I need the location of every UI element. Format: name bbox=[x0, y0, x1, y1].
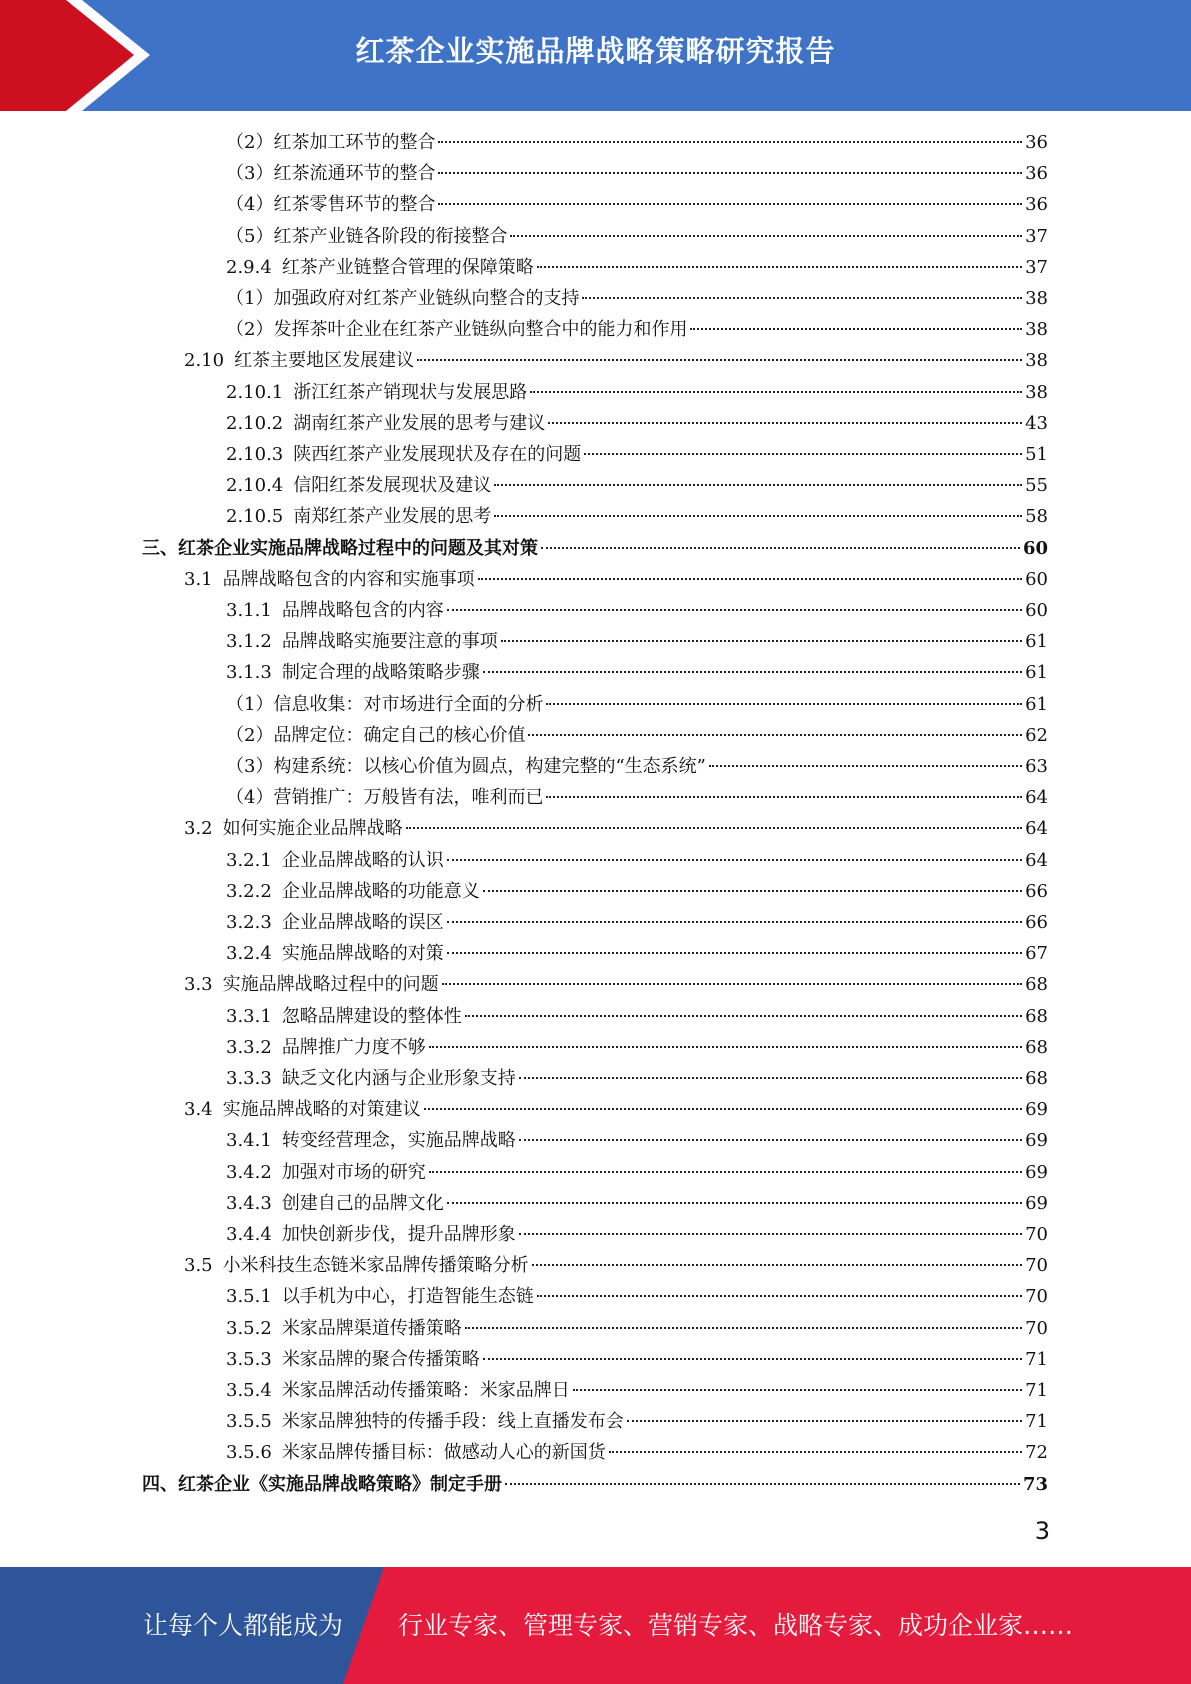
toc-dot-leader bbox=[406, 827, 1022, 829]
toc-entry-number: 3.3.2 bbox=[226, 1037, 272, 1058]
toc-dot-leader bbox=[548, 422, 1022, 424]
toc-entry-title: 红茶产业链整合管理的保障策略 bbox=[281, 257, 534, 278]
toc-entry-number: 3.4.2 bbox=[226, 1162, 272, 1183]
toc-entry bbox=[226, 221, 1048, 252]
toc-entry-title: 红茶流通环节的整合 bbox=[273, 163, 436, 184]
toc-entry-page: 68 bbox=[1025, 1006, 1048, 1027]
toc-entry-number: 3.2.2 bbox=[226, 881, 272, 902]
toc-entry-number: （4） bbox=[226, 787, 274, 808]
toc-entry-page: 67 bbox=[1025, 943, 1048, 964]
toc-entry-page: 69 bbox=[1025, 1099, 1048, 1120]
toc-entry-title: 品牌战略包含的内容和实施事项 bbox=[222, 569, 475, 590]
toc-entry-title: 红茶产业链各阶段的衔接整合 bbox=[273, 226, 508, 247]
toc-entry-title: 红茶零售环节的整合 bbox=[273, 194, 436, 215]
toc-dot-leader bbox=[465, 1015, 1022, 1017]
toc-entry-number: （2） bbox=[226, 132, 274, 153]
toc-dot-leader bbox=[424, 1108, 1022, 1110]
toc-entry-title: 四、红茶企业《实施品牌战略策略》制定手册 bbox=[142, 1474, 502, 1495]
toc-entry bbox=[226, 439, 1048, 470]
toc-entry-number: 2.10.1 bbox=[226, 382, 284, 403]
toc-entry-page: 61 bbox=[1025, 694, 1048, 715]
toc-dot-leader bbox=[442, 983, 1022, 985]
toc-entry bbox=[226, 1219, 1048, 1250]
toc-entry bbox=[226, 470, 1048, 501]
toc-dot-leader bbox=[532, 1264, 1022, 1266]
toc-entry-number: 3.5.1 bbox=[226, 1286, 272, 1307]
toc-dot-leader bbox=[519, 1233, 1022, 1235]
toc-entry bbox=[142, 1469, 1048, 1500]
toc-entry-title: 转变经营理念，实施品牌战略 bbox=[281, 1130, 516, 1151]
toc-entry-page: 61 bbox=[1025, 631, 1048, 652]
toc-entry-page: 60 bbox=[1025, 600, 1048, 621]
toc-entry bbox=[226, 408, 1048, 439]
toc-entry bbox=[184, 1250, 1048, 1281]
toc-dot-leader bbox=[447, 952, 1022, 954]
toc-entry-title: 发挥茶叶企业在红茶产业链纵向整合中的能力和作用 bbox=[273, 319, 688, 340]
toc-entry-page: 37 bbox=[1025, 257, 1048, 278]
toc-dot-leader bbox=[528, 734, 1022, 736]
toc-entry-title: 红茶主要地区发展建议 bbox=[234, 350, 415, 371]
toc-entry-number: 3.3 bbox=[184, 974, 213, 995]
toc-entry bbox=[226, 189, 1048, 220]
toc-entry-title: 红茶加工环节的整合 bbox=[273, 132, 436, 153]
toc-entry-page: 72 bbox=[1025, 1442, 1048, 1463]
toc-dot-leader bbox=[438, 141, 1022, 143]
toc-entry-page: 71 bbox=[1025, 1349, 1048, 1370]
toc-entry-page: 68 bbox=[1025, 1037, 1048, 1058]
toc-entry-page: 61 bbox=[1025, 662, 1048, 683]
toc-entry-number: （2） bbox=[226, 319, 274, 340]
toc-entry-page: 66 bbox=[1025, 912, 1048, 933]
toc-entry bbox=[226, 782, 1048, 813]
toc-entry-title: 浙江红茶产销现状与发展思路 bbox=[293, 382, 528, 403]
toc-entry-page: 64 bbox=[1025, 850, 1048, 871]
toc-dot-leader bbox=[584, 453, 1022, 455]
toc-entry bbox=[226, 751, 1048, 782]
toc-dot-leader bbox=[609, 1451, 1022, 1453]
toc-entry-number: （1） bbox=[226, 694, 274, 715]
toc-entry-number: （5） bbox=[226, 226, 274, 247]
toc-entry-page: 60 bbox=[1025, 569, 1048, 590]
toc-entry-title: 企业品牌战略的误区 bbox=[281, 912, 444, 933]
toc-entry-title: 创建自己的品牌文化 bbox=[281, 1193, 444, 1214]
toc-entry bbox=[226, 314, 1048, 345]
toc-entry bbox=[226, 1188, 1048, 1219]
toc-dot-leader bbox=[537, 1295, 1022, 1297]
toc-entry-title: 米家品牌活动传播策略：米家品牌日 bbox=[281, 1380, 570, 1401]
toc-dot-leader bbox=[483, 890, 1022, 892]
toc-entry-number: 3.4 bbox=[184, 1099, 213, 1120]
toc-entry-number: 3.1 bbox=[184, 569, 213, 590]
toc-entry-title: 以手机为中心，打造智能生态链 bbox=[281, 1286, 534, 1307]
toc-entry-number: （2） bbox=[226, 725, 274, 746]
toc-entry bbox=[226, 158, 1048, 189]
toc-dot-leader bbox=[627, 1420, 1022, 1422]
toc-entry-title: 三、红茶企业实施品牌战略过程中的问题及其对策 bbox=[142, 538, 538, 559]
toc-dot-leader bbox=[478, 578, 1022, 580]
toc-entry bbox=[226, 938, 1048, 969]
toc-entry-title: 企业品牌战略的认识 bbox=[281, 850, 444, 871]
footer-slogan-right: 行业专家、管理专家、营销专家、战略专家、成功企业家…… bbox=[398, 1611, 1074, 1640]
toc-entry-number: 3.3.3 bbox=[226, 1068, 272, 1089]
toc-entry-title: 如何实施企业品牌战略 bbox=[222, 818, 403, 839]
toc-entry bbox=[226, 1281, 1048, 1312]
toc-dot-leader bbox=[537, 266, 1022, 268]
toc-entry-number: 3.2.1 bbox=[226, 850, 272, 871]
toc-entry-number: 3.4.4 bbox=[226, 1224, 272, 1245]
toc-entry-number: 3.5.4 bbox=[226, 1380, 272, 1401]
toc-dot-leader bbox=[541, 547, 1020, 549]
toc-entry-title: 实施品牌战略的对策建议 bbox=[222, 1099, 421, 1120]
toc-entry-title: 品牌推广力度不够 bbox=[281, 1037, 426, 1058]
toc-dot-leader bbox=[465, 1327, 1022, 1329]
toc-entry bbox=[226, 377, 1048, 408]
toc-entry bbox=[184, 969, 1048, 1000]
toc-entry-number: （3） bbox=[226, 163, 274, 184]
toc-entry bbox=[226, 657, 1048, 688]
toc-entry-title: 品牌战略实施要注意的事项 bbox=[281, 631, 498, 652]
toc-entry-page: 70 bbox=[1025, 1224, 1048, 1245]
toc-entry bbox=[226, 845, 1048, 876]
toc-entry-number: 3.5.3 bbox=[226, 1349, 272, 1370]
toc-entry-title: 忽略品牌建设的整体性 bbox=[281, 1006, 462, 1027]
toc-entry bbox=[226, 907, 1048, 938]
toc-entry-page: 36 bbox=[1025, 132, 1048, 153]
toc-entry-title: 南郑红茶产业发展的思考 bbox=[293, 506, 492, 527]
toc-entry bbox=[142, 533, 1048, 564]
toc-entry-page: 69 bbox=[1025, 1130, 1048, 1151]
toc-entry-title: 米家品牌的聚合传播策略 bbox=[281, 1349, 480, 1370]
toc-entry bbox=[226, 1063, 1048, 1094]
toc-entry-page: 70 bbox=[1025, 1286, 1048, 1307]
toc-entry-title: 营销推广：万般皆有法，唯利而已 bbox=[273, 787, 544, 808]
toc-dot-leader bbox=[519, 1077, 1022, 1079]
toc-entry-number: 3.5 bbox=[184, 1255, 213, 1276]
toc-entry-number: 2.9.4 bbox=[226, 257, 272, 278]
toc-entry-page: 68 bbox=[1025, 974, 1048, 995]
toc-entry bbox=[226, 1157, 1048, 1188]
toc-dot-leader bbox=[447, 609, 1022, 611]
toc-dot-leader bbox=[690, 328, 1022, 330]
toc-entry-page: 64 bbox=[1025, 787, 1048, 808]
toc-entry-title: 小米科技生态链米家品牌传播策略分析 bbox=[222, 1255, 529, 1276]
toc-entry-title: 实施品牌战略的对策 bbox=[281, 943, 444, 964]
toc-entry bbox=[226, 127, 1048, 158]
toc-entry-page: 36 bbox=[1025, 194, 1048, 215]
toc-entry-number: 3.5.6 bbox=[226, 1442, 272, 1463]
page-footer bbox=[0, 1567, 1191, 1684]
toc-entry-page: 60 bbox=[1022, 538, 1048, 559]
toc-entry-number: 3.1.3 bbox=[226, 662, 272, 683]
toc-entry-title: 制定合理的战略策略步骤 bbox=[281, 662, 480, 683]
toc-entry-title: 缺乏文化内涵与企业形象支持 bbox=[281, 1068, 516, 1089]
toc-entry bbox=[226, 720, 1048, 751]
toc-dot-leader bbox=[438, 172, 1022, 174]
toc-entry-page: 69 bbox=[1025, 1162, 1048, 1183]
toc-entry bbox=[226, 1125, 1048, 1156]
toc-entry-title: 加强对市场的研究 bbox=[281, 1162, 426, 1183]
toc-entry bbox=[184, 564, 1048, 595]
toc-entry-page: 37 bbox=[1025, 226, 1048, 247]
toc-entry-page: 70 bbox=[1025, 1318, 1048, 1339]
toc-dot-leader bbox=[709, 765, 1022, 767]
toc-dot-leader bbox=[505, 1483, 1020, 1485]
toc-entry-title: 加快创新步伐，提升品牌形象 bbox=[281, 1224, 516, 1245]
toc-entry bbox=[184, 813, 1048, 844]
toc-entry-title: 品牌战略包含的内容 bbox=[281, 600, 444, 621]
toc-entry-number: 3.2.4 bbox=[226, 943, 272, 964]
toc-entry-number: 3.1.1 bbox=[226, 600, 272, 621]
toc-dot-leader bbox=[438, 203, 1022, 205]
toc-entry-title: 陕西红茶产业发展现状及存在的问题 bbox=[293, 444, 582, 465]
toc-entry bbox=[226, 626, 1048, 657]
toc-dot-leader bbox=[510, 235, 1022, 237]
toc-entry-page: 38 bbox=[1025, 319, 1048, 340]
toc-dot-leader bbox=[417, 359, 1022, 361]
toc-entry bbox=[226, 1437, 1048, 1468]
page-number: 3 bbox=[1034, 1517, 1050, 1545]
toc-dot-leader bbox=[501, 640, 1022, 642]
toc-entry-page: 51 bbox=[1025, 444, 1048, 465]
toc-dot-leader bbox=[546, 796, 1022, 798]
toc-entry bbox=[226, 1032, 1048, 1063]
toc-entry-page: 43 bbox=[1025, 413, 1048, 434]
toc-dot-leader bbox=[429, 1171, 1022, 1173]
toc-dot-leader bbox=[483, 1358, 1022, 1360]
toc-entry-number: 2.10.5 bbox=[226, 506, 284, 527]
toc-entry-number: 3.3.1 bbox=[226, 1006, 272, 1027]
toc-entry-page: 68 bbox=[1025, 1068, 1048, 1089]
toc-entry-number: 3.2.3 bbox=[226, 912, 272, 933]
toc-entry bbox=[226, 876, 1048, 907]
toc-entry-number: 2.10.3 bbox=[226, 444, 284, 465]
toc-entry bbox=[226, 1375, 1048, 1406]
toc-entry-title: 实施品牌战略过程中的问题 bbox=[222, 974, 439, 995]
toc-entry-number: （3） bbox=[226, 756, 274, 777]
toc-entry-number: 2.10 bbox=[184, 350, 225, 371]
toc-entry bbox=[226, 252, 1048, 283]
toc-entry-page: 38 bbox=[1025, 350, 1048, 371]
toc-entry-page: 58 bbox=[1025, 506, 1048, 527]
toc-entry-title: 企业品牌战略的功能意义 bbox=[281, 881, 480, 902]
toc-entry-title: 品牌定位：确定自己的核心价值 bbox=[273, 725, 526, 746]
toc-entry bbox=[226, 1001, 1048, 1032]
toc-entry-page: 70 bbox=[1025, 1255, 1048, 1276]
footer-slogan-left: 让每个人都能成为 bbox=[143, 1611, 344, 1640]
toc-dot-leader bbox=[519, 1139, 1022, 1141]
toc-entry bbox=[184, 1094, 1048, 1125]
toc-dot-leader bbox=[546, 703, 1022, 705]
toc-dot-leader bbox=[573, 1389, 1022, 1391]
toc-entry bbox=[226, 1313, 1048, 1344]
toc-entry-number: 2.10.4 bbox=[226, 475, 284, 496]
toc-dot-leader bbox=[494, 515, 1022, 517]
toc-dot-leader bbox=[447, 1202, 1022, 1204]
toc-dot-leader bbox=[582, 297, 1022, 299]
toc-entry bbox=[226, 1344, 1048, 1375]
toc-entry-title: 加强政府对红茶产业链纵向整合的支持 bbox=[273, 288, 580, 309]
toc-entry-number: 3.5.5 bbox=[226, 1411, 272, 1432]
toc-entry-number: 3.1.2 bbox=[226, 631, 272, 652]
toc-entry-number: （1） bbox=[226, 288, 274, 309]
toc-entry bbox=[226, 595, 1048, 626]
toc-entry-number: （4） bbox=[226, 194, 274, 215]
toc-entry-page: 71 bbox=[1025, 1380, 1048, 1401]
toc-entry-page: 38 bbox=[1025, 288, 1048, 309]
toc-entry-number: 3.4.3 bbox=[226, 1193, 272, 1214]
toc-entry-number: 2.10.2 bbox=[226, 413, 284, 434]
toc-entry bbox=[226, 283, 1048, 314]
toc-entry-title: 信息收集：对市场进行全面的分析 bbox=[273, 694, 544, 715]
toc-entry-page: 36 bbox=[1025, 163, 1048, 184]
toc-entry-title: 构建系统：以核心价值为圆点，构建完整的“生态系统” bbox=[273, 756, 706, 777]
toc-entry bbox=[226, 1406, 1048, 1437]
page-header bbox=[0, 0, 1191, 111]
toc-entry-page: 38 bbox=[1025, 382, 1048, 403]
toc-entry-page: 71 bbox=[1025, 1411, 1048, 1432]
toc-entry bbox=[226, 689, 1048, 720]
toc-dot-leader bbox=[483, 671, 1022, 673]
toc-dot-leader bbox=[429, 1046, 1022, 1048]
toc-dot-leader bbox=[494, 484, 1022, 486]
toc-entry-title: 米家品牌渠道传播策略 bbox=[281, 1318, 462, 1339]
toc-entry-page: 66 bbox=[1025, 881, 1048, 902]
toc-entry-number: 3.5.2 bbox=[226, 1318, 272, 1339]
toc-entry bbox=[184, 345, 1048, 376]
toc-entry-page: 62 bbox=[1025, 725, 1048, 746]
toc-entry-title: 米家品牌独特的传播手段：线上直播发布会 bbox=[281, 1411, 624, 1432]
toc-entry-title: 信阳红茶发展现状及建议 bbox=[293, 475, 492, 496]
report-title: 红茶企业实施品牌战略策略研究报告 bbox=[355, 34, 836, 68]
toc-entry bbox=[226, 501, 1048, 532]
toc-entry-number: 3.2 bbox=[184, 818, 213, 839]
toc-dot-leader bbox=[447, 921, 1022, 923]
toc-entry-page: 69 bbox=[1025, 1193, 1048, 1214]
toc-dot-leader bbox=[447, 859, 1022, 861]
toc-entry-page: 55 bbox=[1025, 475, 1048, 496]
toc-entry-title: 湖南红茶产业发展的思考与建议 bbox=[293, 413, 546, 434]
toc-entry-page: 63 bbox=[1025, 756, 1048, 777]
toc-entry-page: 64 bbox=[1025, 818, 1048, 839]
toc-entry-number: 3.4.1 bbox=[226, 1130, 272, 1151]
toc-entry-page: 73 bbox=[1022, 1474, 1048, 1495]
toc-entry-title: 米家品牌传播目标：做感动人心的新国货 bbox=[281, 1442, 606, 1463]
toc-dot-leader bbox=[530, 391, 1022, 393]
